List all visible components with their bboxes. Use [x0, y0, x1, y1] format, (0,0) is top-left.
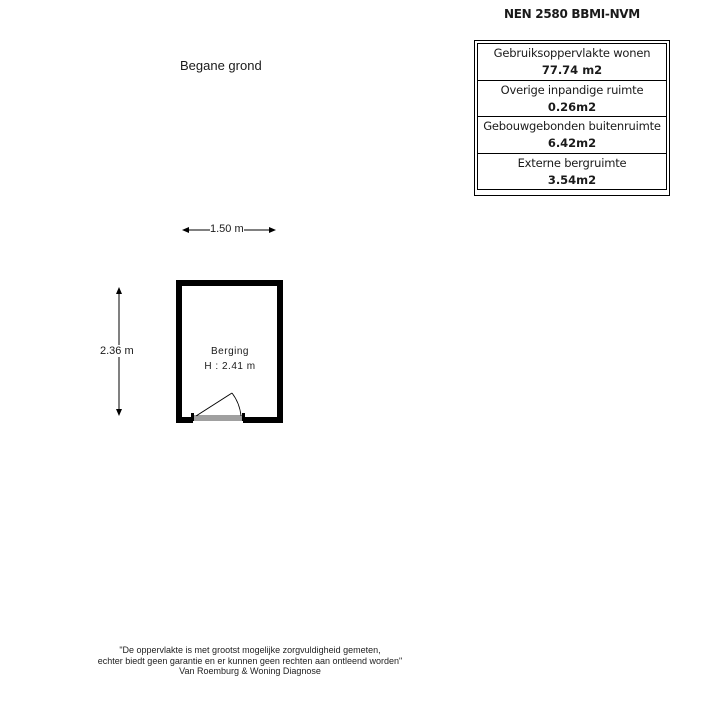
room-name: Berging	[211, 346, 249, 357]
room-height: H : 2.41 m	[204, 361, 256, 372]
area-label: Externe bergruimte	[517, 155, 627, 170]
area-value: 77.74 m2	[541, 63, 603, 77]
standard-title: NEN 2580 BBMI-NVM	[504, 7, 640, 21]
area-value: 6.42m2	[547, 136, 597, 150]
door-swing	[196, 393, 241, 416]
area-value: 3.54m2	[547, 172, 597, 187]
area-value: 0.26m2	[547, 99, 597, 114]
floor-title: Begane grond	[180, 58, 262, 73]
disclaimer-line: "De oppervlakte is met grootst mogelijke zorgvuldigheid gemeten,	[119, 645, 381, 655]
disclaimer-line: echter biedt geen garantie en er kunnen geen rechten aan ontleend worden"	[97, 655, 403, 666]
disclaimer-company: Van Roemburg & Woning Diagnose	[179, 666, 321, 676]
height-dimension-label: 2.36 m	[100, 345, 134, 357]
width-dimension-label: 1.50 m	[210, 223, 244, 235]
area-label: Gebruiksoppervlakte wonen	[493, 46, 651, 60]
disclaimer	[60, 645, 440, 677]
area-label: Overige inpandige ruimte	[500, 82, 644, 97]
area-label: Gebouwgebonden buitenruimte	[483, 119, 661, 133]
